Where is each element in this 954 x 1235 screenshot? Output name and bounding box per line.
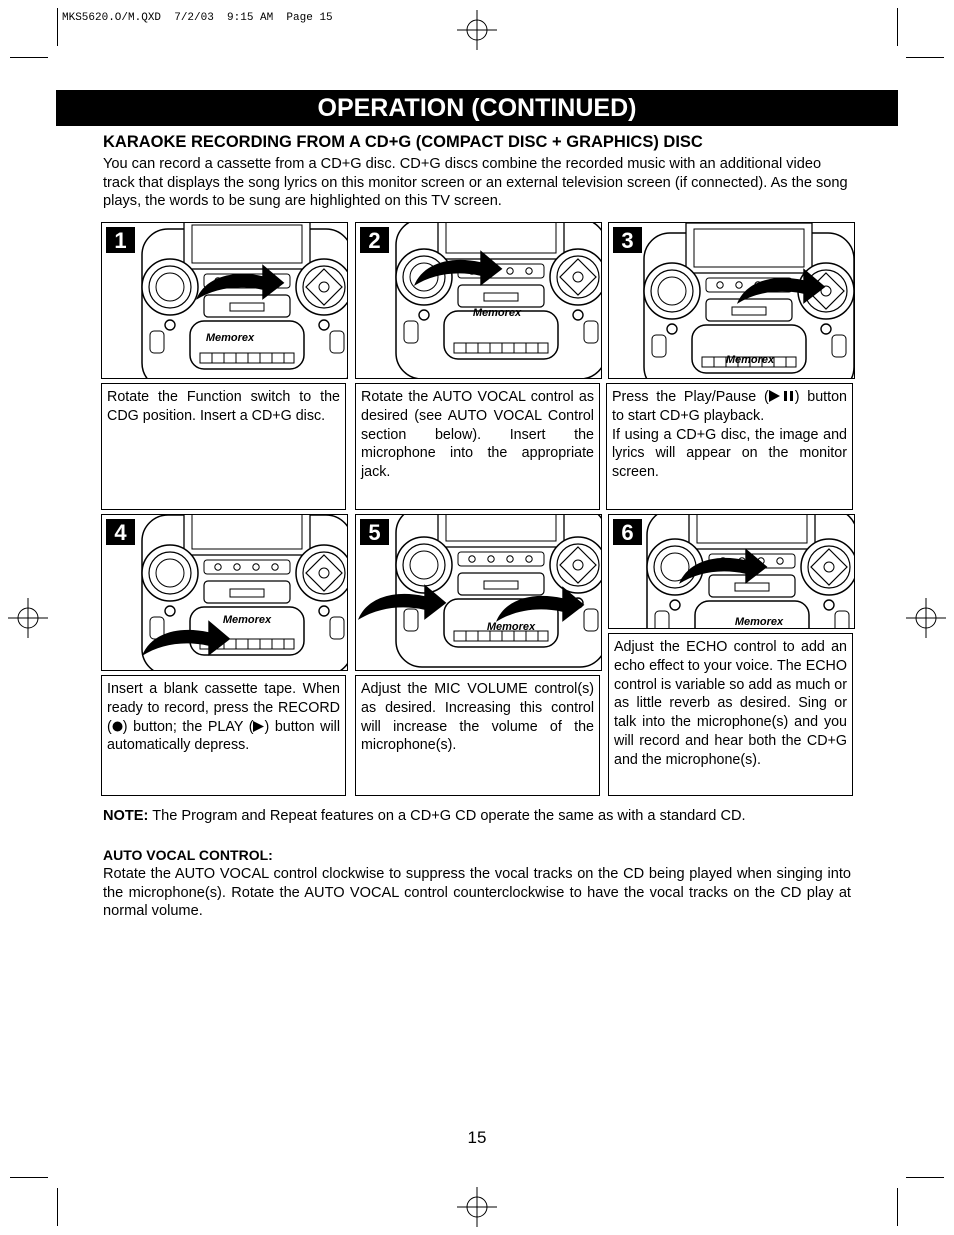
page-number: 15 (467, 1128, 487, 1147)
registration-mark-icon (457, 1187, 497, 1227)
section-heading: KARAOKE RECORDING FROM A CD+G (COMPACT DISC + GRAPHICS) DISC (103, 133, 703, 151)
step-2-number: 2 (360, 227, 389, 253)
step-4-description (101, 675, 346, 796)
step-1-number: 1 (106, 227, 135, 253)
step-3-number: 3 (613, 227, 642, 253)
karaoke-device-icon (142, 223, 347, 378)
step-3-text-after: ) button to start CD+G playback. (612, 389, 848, 424)
step-2-illustration (355, 222, 602, 379)
auto-vocal-heading: AUTO VOCAL CONTROL: (103, 847, 273, 863)
step-3-illustration (608, 222, 855, 379)
play-icon (253, 721, 264, 732)
intro-paragraph: You can record a cassette from a CD+G disc. CD+G discs combine the recorded music with an additional video track that displays the song lyrics on this monitor screen or an external television screen (if connected). As the song plays, the words to be sung are highlighted on this TV screen. (103, 156, 848, 209)
note-paragraph (103, 808, 746, 824)
step-3-description (606, 383, 853, 510)
step-3-text-2: If using a CD+G disc, the image and lyrics will appear on the monitor screen. (612, 426, 847, 481)
step-6-text: Adjust the ECHO control to add an echo effect to your voice. The ECHO control is variable so add as much or as little reverb as desired. Sing or talk into the microphone(s) and you will record and hear both the CD+G and the microphone(s). (614, 639, 847, 768)
step-4-illustration (101, 514, 348, 671)
crop-mark (897, 8, 898, 46)
crop-mark (10, 1177, 48, 1178)
step-5-illustration (355, 514, 602, 671)
step-5-text: Adjust the MIC VOLUME control(s) as desired. Increasing this control will increase the volume of the microphone(s). (361, 681, 594, 754)
step-4-text-after: ) button will automatically depress. (107, 718, 341, 754)
karaoke-device-icon (142, 515, 347, 670)
step-4-text-before: Insert a blank cassette tape. When ready to record, press the RECORD ( (107, 681, 340, 735)
registration-mark-icon (906, 598, 946, 638)
play-pause-icon (769, 390, 795, 402)
crop-mark (10, 57, 48, 58)
step-1-illustration (101, 222, 348, 379)
auto-vocal-paragraph: Rotate the AUTO VOCAL control clockwise to suppress the vocal tracks on the CD being played when singing into the microphone(s). Rotate the AUTO VOCAL control counterclockwise to have the vocal tracks on the CD play at normal volume. (103, 866, 851, 919)
crop-mark (57, 8, 58, 46)
crop-mark (57, 1188, 58, 1226)
step-5-description (355, 675, 600, 796)
record-dot-icon (112, 721, 123, 732)
crop-mark (906, 57, 944, 58)
registration-mark-icon (8, 598, 48, 638)
step-2-description (355, 383, 600, 510)
note-text: The Program and Repeat features on a CD+G CD operate the same as with a standard CD. (148, 808, 746, 824)
brand-logo: Memorex (205, 332, 255, 344)
crop-mark (897, 1188, 898, 1226)
brand-logo: Memorex (222, 614, 272, 626)
note-label: NOTE: (103, 808, 149, 824)
step-6-number: 6 (613, 519, 642, 545)
banner-title: OPERATION (CONTINUED) (56, 90, 898, 126)
brand-logo: Memorex (734, 616, 784, 628)
brand-logo: Memorex (486, 621, 536, 633)
step-1-text: Rotate the Function switch to the CDG position. Insert a CD+G disc. (107, 389, 340, 424)
step-6-illustration (608, 514, 855, 629)
crop-mark (906, 1177, 944, 1178)
step-4-number: 4 (106, 519, 135, 545)
step-3-text-before: Press the Play/Pause ( (612, 389, 769, 405)
print-slug: MKS5620.O/M.QXD 7/2/03 9:15 AM Page 15 (62, 12, 333, 24)
karaoke-device-icon (396, 223, 601, 378)
step-4-text-mid: ) button; the PLAY ( (122, 718, 254, 735)
registration-mark-icon (457, 10, 497, 50)
step-1-description (101, 383, 346, 510)
step-5-number: 5 (360, 519, 389, 545)
brand-logo: Memorex (725, 354, 775, 366)
step-2-text: Rotate the AUTO VOCAL control as desired (see AUTO VOCAL Control section below). Insert the microphone into the appropriate jack. (361, 389, 594, 481)
step-6-description (608, 633, 853, 796)
brand-logo: Memorex (472, 307, 522, 319)
